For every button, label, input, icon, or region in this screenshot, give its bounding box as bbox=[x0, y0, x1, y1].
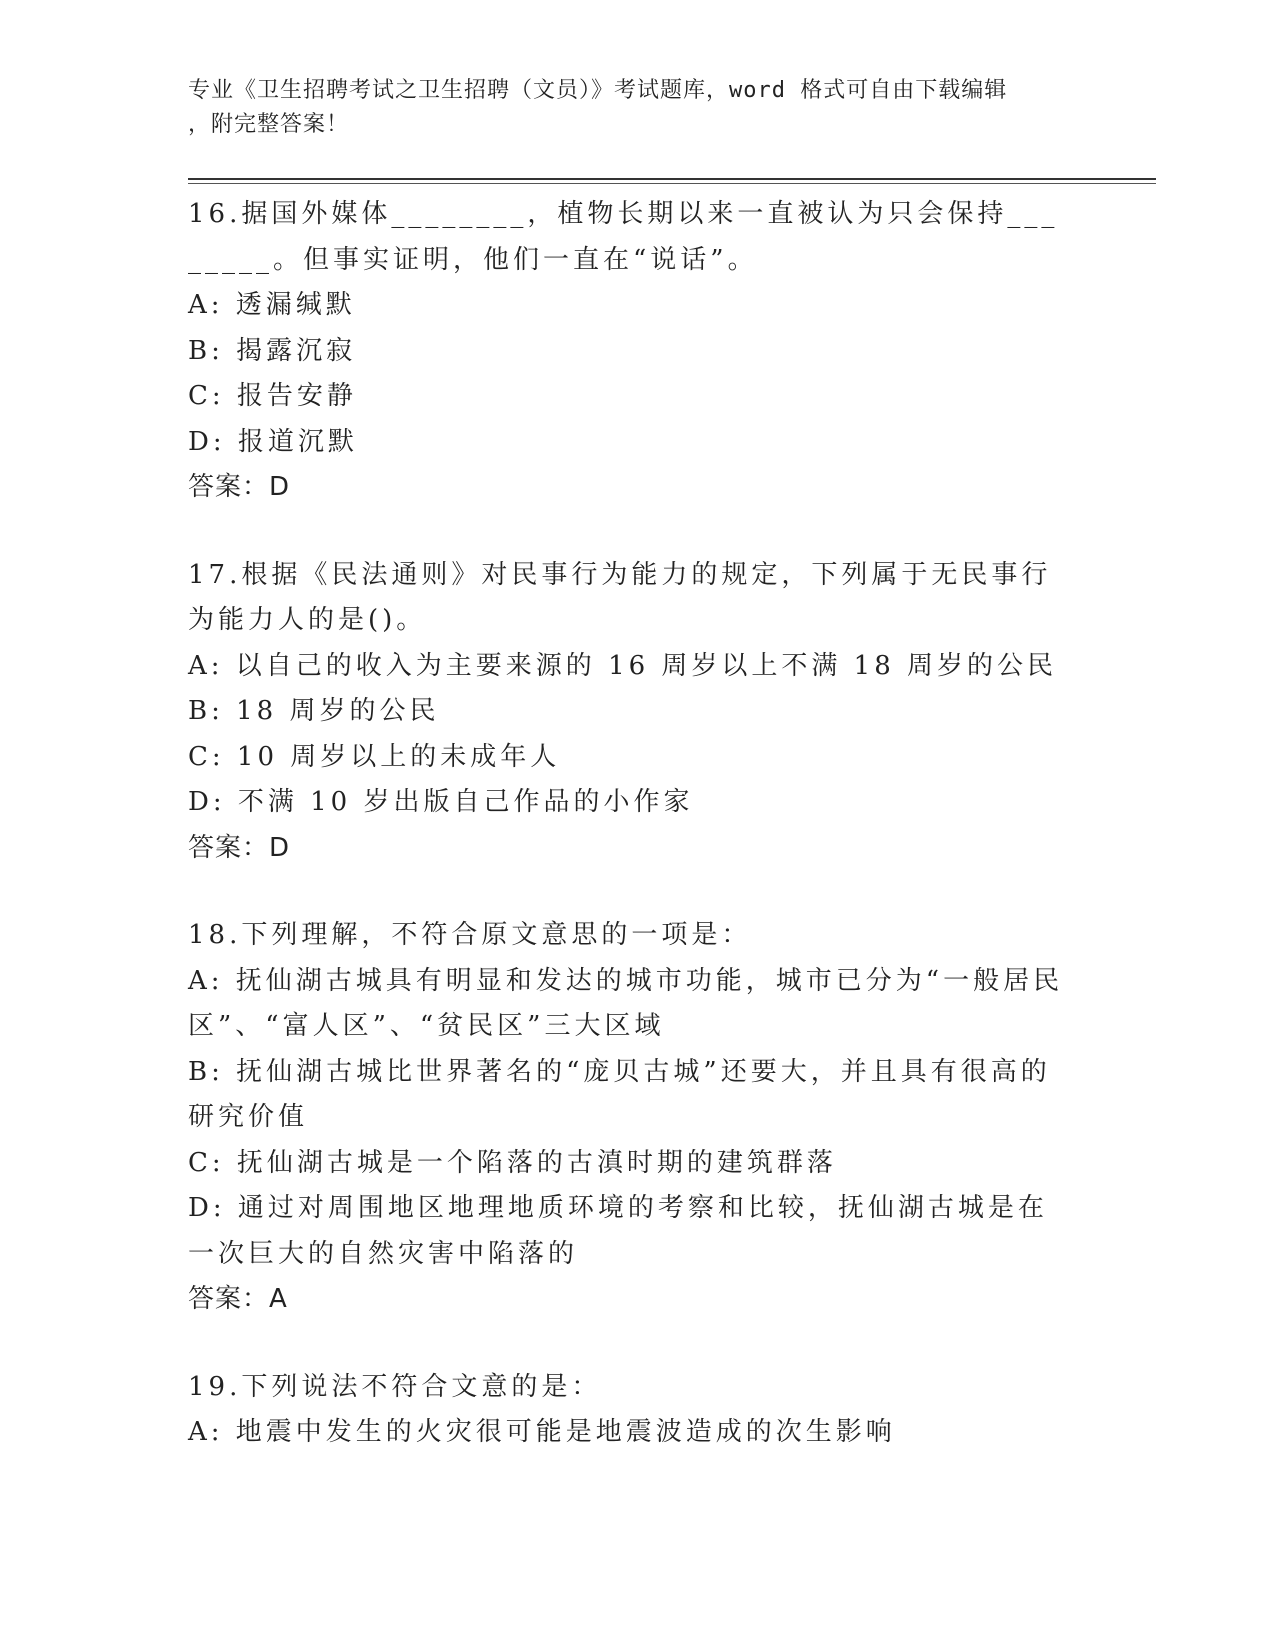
option-d: D: 不满 10 岁出版自己作品的小作家 bbox=[188, 787, 694, 817]
option-c: C: 10 周岁以上的未成年人 bbox=[188, 741, 561, 772]
option-a: A: 以自己的收入为主要来源的 16 周岁以上不满 18 周岁的公民 bbox=[188, 650, 1058, 681]
question-17 bbox=[188, 553, 1073, 872]
question-list bbox=[188, 192, 1073, 1498]
option-b: B: 18 周岁的公民 bbox=[188, 696, 440, 726]
question-stem: 19.下列说法不符合文意的是： bbox=[188, 1371, 602, 1402]
option-a: A: 透漏缄默 bbox=[188, 290, 356, 320]
option-b: B: 抚仙湖古城比世界著名的“庞贝古城”还要大，并且具有很高的研究价值 bbox=[188, 1056, 1051, 1132]
question-stem: 17.根据《民法通则》对民事行为能力的规定，下列属于无民事行为能力人的是()。 bbox=[188, 559, 1052, 635]
answer-label: 答案：D bbox=[188, 832, 291, 863]
header-rule-thick bbox=[188, 178, 1156, 180]
question-18 bbox=[188, 913, 1073, 1323]
option-b: B: 揭露沉寂 bbox=[188, 335, 357, 366]
answer-label: 答案：D bbox=[188, 472, 291, 502]
question-stem: 16.据国外媒体________，植物长期以来一直被认为只会保持________。但事实证明，他们一直在“说话”。 bbox=[188, 199, 1059, 275]
question-16 bbox=[188, 192, 1073, 511]
option-c: C: 抚仙湖古城是一个陷落的古滇时期的建筑群落 bbox=[188, 1147, 837, 1178]
option-a: A: 地震中发生的火灾很可能是地震波造成的次生影响 bbox=[188, 1417, 896, 1447]
option-c: C: 报告安静 bbox=[188, 381, 357, 411]
option-a: A: 抚仙湖古城具有明显和发达的城市功能，城市已分为“一般居民区”、“富人区”、“贫民区”三大区域 bbox=[188, 965, 1064, 1041]
document-header bbox=[188, 74, 1068, 142]
header-line-1: 专业《卫生招聘考试之卫生招聘（文员）》考试题库，word 格式可自由下载编辑 bbox=[188, 78, 1008, 103]
option-d: D: 报道沉默 bbox=[188, 426, 358, 457]
option-d: D: 通过对周围地区地理地质环境的考察和比较，抚仙湖古城是在一次巨大的自然灾害中陷落的 bbox=[188, 1193, 1048, 1269]
question-19 bbox=[188, 1365, 1073, 1456]
header-rule-thin bbox=[188, 183, 1156, 184]
header-line-2: ，附完整答案！ bbox=[188, 112, 350, 137]
question-stem: 18.下列理解，不符合原文意思的一项是： bbox=[188, 920, 752, 950]
answer-label: 答案：A bbox=[188, 1284, 288, 1314]
